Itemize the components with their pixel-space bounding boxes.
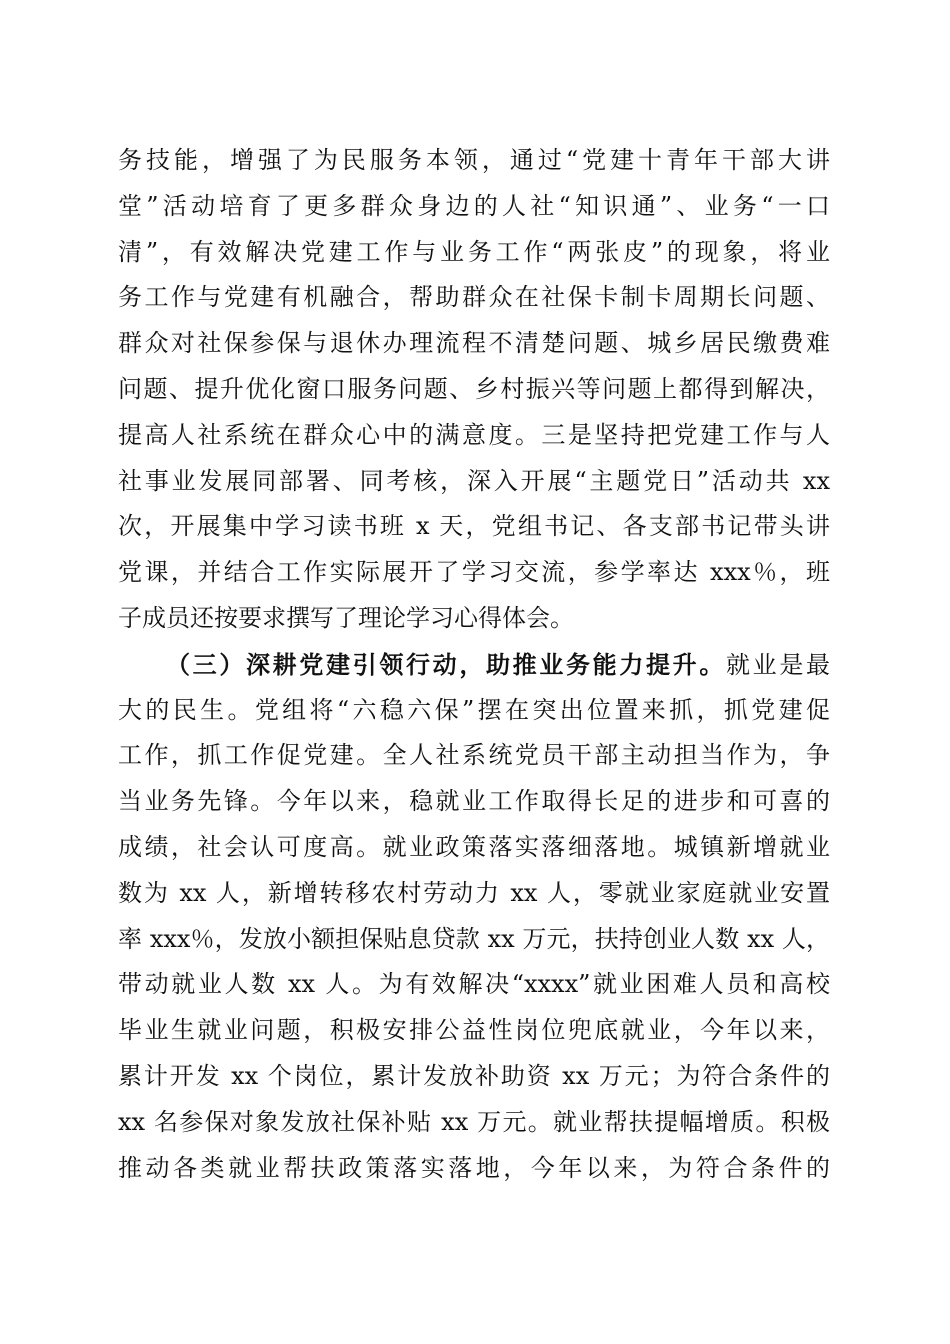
text-line: 党课，并结合工作实际展开了学习交流，参学率达 xxx％，班 <box>118 558 830 587</box>
text-line: 堂”活动培育了更多群众身边的人社“知识通”、业务“一口 <box>118 191 830 220</box>
text-line: 社事业发展同部署、同考核，深入开展“主题党日”活动共 xx <box>118 466 830 495</box>
text-line: 务技能，增强了为民服务本领，通过“党建十青年干部大讲 <box>118 146 830 174</box>
text-line: 推动各类就业帮扶政策落实落地，今年以来，为符合条件的 <box>118 1153 830 1182</box>
text-line: 累计开发 xx 个岗位，累计发放补助资 xx 万元；为符合条件的 <box>118 1061 830 1090</box>
text-line: 带动就业人数 xx 人。为有效解决“xxxx”就业困难人员和高校 <box>118 970 830 999</box>
text-line: 务工作与党建有机融合，帮助群众在社保卡制卡周期长问题、 <box>118 283 830 312</box>
text-line: 率 xxx％，发放小额担保贴息贷款 xx 万元，扶持创业人数 xx 人， <box>118 924 830 953</box>
text-line: 成绩，社会认可度高。就业政策落实落细落地。城镇新增就业 <box>118 832 830 861</box>
body-text <box>118 138 830 1191</box>
text-line: 工作，抓工作促党建。全人社系统党员干部主动担当作为，争 <box>118 741 830 770</box>
section-heading-line <box>118 642 830 688</box>
text-line: 清”，有效解决党建工作与业务工作“两张皮”的现象，将业 <box>118 237 830 266</box>
section-heading: （三）深耕党建引领行动，助推业务能力提升。 <box>166 649 726 679</box>
text-line: 子成员还按要求撰写了理论学习心得体会。 <box>118 603 574 632</box>
text-line: 当业务先锋。今年以来，稳就业工作取得长足的进步和可喜的 <box>118 787 830 816</box>
text-line: xx 名参保对象发放社保补贴 xx 万元。就业帮扶提幅增质。积极 <box>118 1107 830 1136</box>
text-line: 提高人社系统在群众心中的满意度。三是坚持把党建工作与人 <box>118 420 830 449</box>
text-line: 群众对社保参保与退休办理流程不清楚问题、城乡居民缴费难 <box>118 329 830 358</box>
paragraph-2 <box>118 642 830 1192</box>
paragraph-1 <box>118 138 830 642</box>
text-line: 数为 xx 人，新增转移农村劳动力 xx 人，零就业家庭就业安置 <box>118 878 830 907</box>
text-line: 次，开展集中学习读书班 x 天，党组书记、各支部书记带头讲 <box>118 512 830 541</box>
text-line: 毕业生就业问题，积极安排公益性岗位兜底就业，今年以来， <box>118 1016 830 1045</box>
text-run: 就业是最 <box>726 650 830 679</box>
text-line: 大的民生。党组将“六稳六保”摆在突出位置来抓，抓党建促 <box>118 695 830 724</box>
text-line: 问题、提升优化窗口服务问题、乡村振兴等问题上都得到解决， <box>118 374 830 403</box>
